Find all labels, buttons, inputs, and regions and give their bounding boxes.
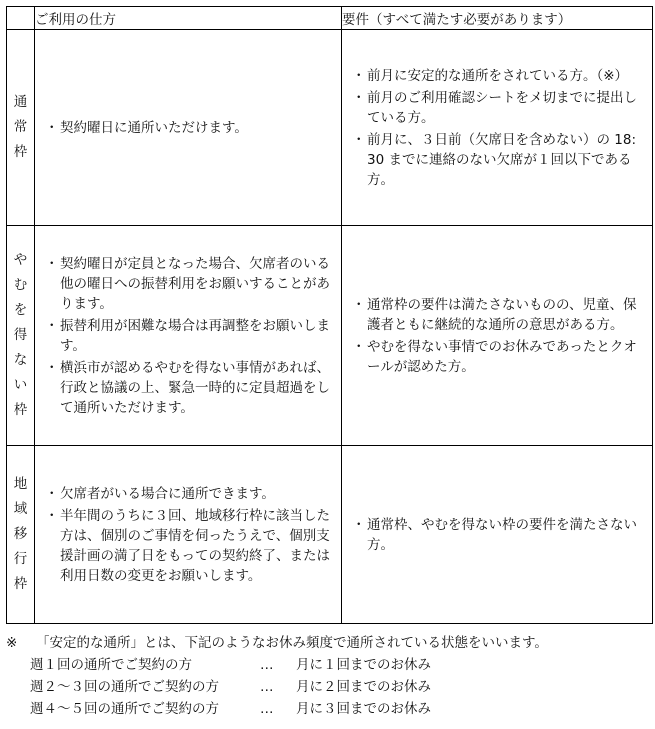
table-header-row — [7, 7, 653, 30]
requirements-list — [342, 66, 652, 190]
frequency-plan: 週１回の通所でご契約の方 — [30, 657, 192, 673]
row-label-char: 得 — [13, 327, 28, 343]
frequency-dots: … — [260, 657, 274, 673]
row-label-char: や — [13, 252, 28, 268]
list-item: ・ 欠席者がいる場合に通所できます。 — [47, 484, 331, 504]
usage-list — [35, 254, 341, 418]
usage-list — [35, 118, 341, 138]
usage-cell — [35, 30, 342, 226]
frequency-limit: 月に３回までのお休み — [296, 701, 431, 717]
row-label-char: 移 — [13, 526, 28, 542]
table-row — [7, 30, 653, 226]
row-label-char: 常 — [13, 119, 28, 135]
frequency-row — [6, 654, 655, 676]
list-item: ・ 前月に安定的な通所をされている方。（※） — [354, 66, 642, 86]
row-label-char: 枠 — [13, 402, 28, 418]
footnote — [6, 632, 655, 720]
row-label-regular — [7, 30, 35, 226]
usage-cell — [35, 446, 342, 624]
requirements-cell — [342, 30, 653, 226]
footnote-text: 「安定的な通所」とは、下記のようなお休み頻度で通所されている状態をいいます。 — [36, 635, 548, 651]
requirements-list — [342, 515, 652, 555]
list-item: ・ 前月に、３日前（欠席日を含めない）の 18:30 までに連絡のない欠席が１回以下である方。 — [354, 130, 642, 190]
row-label-char: 通 — [13, 94, 28, 110]
row-label-unavoidable — [7, 226, 35, 446]
table-row — [7, 446, 653, 624]
row-label-char: 地 — [13, 476, 28, 492]
list-item: ・ 通常枠の要件は満たさないものの、児童、保護者ともに継続的な通所の意思がある方。 — [354, 295, 642, 335]
row-label-char: い — [13, 377, 28, 393]
list-item: ・ 横浜市が認めるやむを得ない事情があれば、行政と協議の上、緊急一時的に定員超過をして通所いただけます。 — [47, 358, 331, 418]
usage-cell — [35, 226, 342, 446]
list-item: ・ 契約曜日が定員となった場合、欠席者のいる他の曜日への振替利用をお願いすることがあります。 — [47, 254, 331, 314]
usage-list — [35, 484, 341, 586]
requirements-list — [342, 295, 652, 377]
list-item: ・ 通常枠、やむを得ない枠の要件を満たさない方。 — [354, 515, 642, 555]
frequency-dots: … — [260, 679, 274, 695]
row-label-char: 域 — [13, 501, 28, 517]
usage-requirements-table — [6, 6, 653, 624]
header-requirements: 要件（すべて満たす必要があります） — [342, 7, 653, 30]
requirements-cell — [342, 446, 653, 624]
frequency-row — [6, 698, 655, 720]
footnote-line — [6, 632, 655, 654]
frequency-row — [6, 676, 655, 698]
list-item: ・ やむを得ない事情でのお休みであったとクオールが認めた方。 — [354, 337, 642, 377]
header-usage: ご利用の仕方 — [35, 7, 342, 30]
frequency-plan: 週２～３回の通所でご契約の方 — [30, 679, 219, 695]
list-item: ・ 前月のご利用確認シートをメ切までに提出している方。 — [354, 88, 642, 128]
table-row — [7, 226, 653, 446]
frequency-plan: 週４～５回の通所でご契約の方 — [30, 701, 219, 717]
list-item: ・ 半年間のうちに３回、地域移行枠に該当した方は、個別のご事情を伺ったうえで、個別支援計画の満了日をもっての契約終了、または利用日数の変更をお願いします。 — [47, 506, 331, 586]
list-item: ・ 振替利用が困難な場合は再調整をお願いします。 — [47, 316, 331, 356]
frequency-dots: … — [260, 701, 274, 717]
row-label-char: む — [13, 277, 28, 293]
frequency-limit: 月に１回までのお休み — [296, 657, 431, 673]
row-label-char: 枠 — [13, 144, 28, 160]
list-item: ・ 契約曜日に通所いただけます。 — [47, 118, 331, 138]
requirements-cell — [342, 226, 653, 446]
row-label-char: な — [13, 352, 28, 368]
header-corner-cell — [7, 7, 35, 30]
row-label-transition — [7, 446, 35, 624]
frequency-limit: 月に２回までのお休み — [296, 679, 431, 695]
footnote-mark: ※ — [6, 635, 18, 651]
row-label-char: 枠 — [13, 576, 28, 592]
row-label-char: を — [13, 302, 28, 318]
row-label-char: 行 — [13, 551, 28, 567]
